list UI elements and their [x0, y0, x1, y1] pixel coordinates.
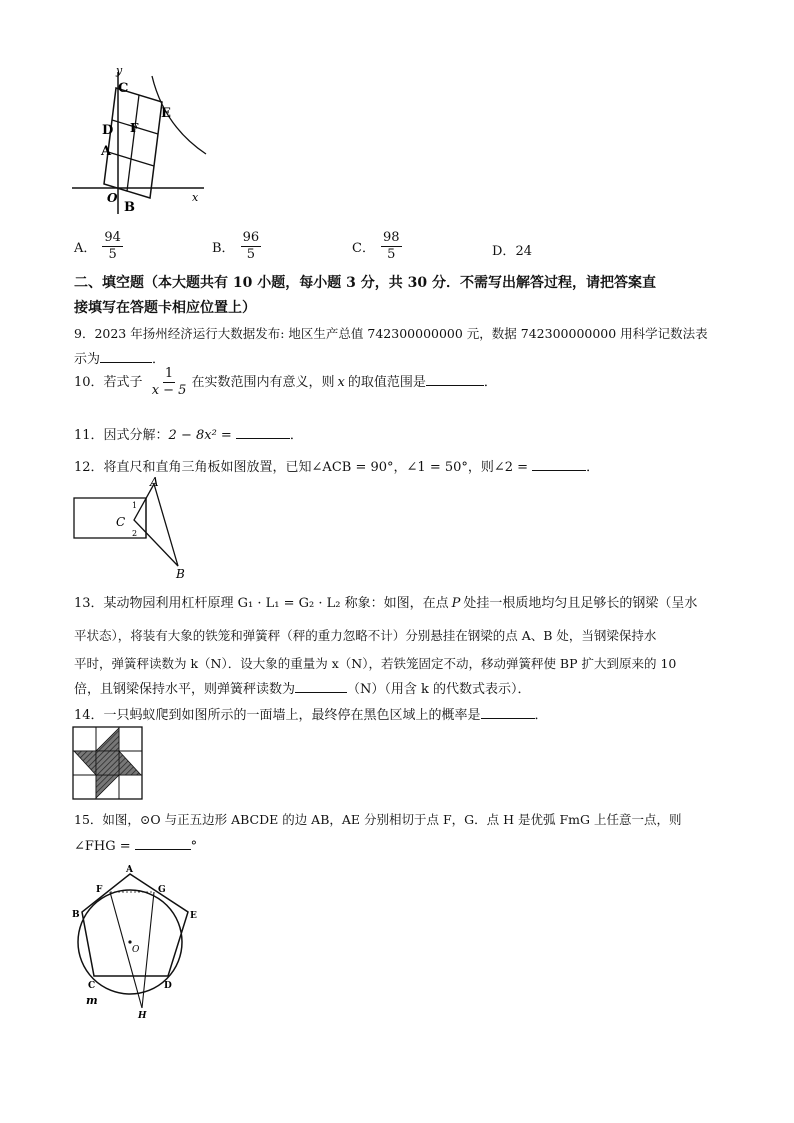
q15-line1: 15．如图，⊙O 与正五边形 ABCDE 的边 AB，AE 分别相切于点 F，G．点 H 是优弧 FmG 上任意一点，则 — [74, 812, 682, 827]
option-b: B． $\frac{96}{5}$ — [212, 230, 260, 262]
label-B: B — [176, 567, 185, 581]
label-m: m — [86, 994, 98, 1007]
label-C: C — [118, 81, 129, 96]
answer-blank[interactable] — [295, 679, 347, 693]
answer-blank[interactable] — [532, 457, 586, 471]
q15-line2: ∠FHG = ° — [74, 836, 197, 854]
label-G: G — [158, 885, 166, 895]
q13-line3: 平时，弹簧秤读数为 k（N）．设大象的重量为 x（N），若铁笼固定不动，移动弹簧秤使 BP 扩大到原来的 10 — [74, 656, 677, 671]
label-1: 1 — [132, 501, 138, 510]
label-O: O — [107, 191, 118, 205]
q14: 14．一只蚂蚁爬到如图所示的一面墙上，最终停在黑色区域上的概率是 ． — [74, 704, 548, 723]
q13-line2: 平状态），将装有大象的铁笼和弹簧秤（秤的重力忽略不计）分别悬挂在钢梁的点 A、B 处，当钢梁保持水 — [74, 628, 657, 643]
q9-line2: 示为 ． — [74, 348, 165, 367]
label-E: E — [161, 106, 171, 121]
answer-blank[interactable] — [100, 349, 152, 363]
q13-line4: 倍，且钢梁保持水平，则弹簧秤读数为 （N）（用含 k 的代数式表示）． — [74, 678, 531, 697]
option-a: A． $\frac{94}{5}$ — [74, 230, 121, 262]
answer-blank[interactable] — [481, 705, 535, 719]
label-A: A — [150, 475, 159, 489]
label-x: x — [192, 191, 199, 204]
answer-blank[interactable] — [236, 425, 290, 439]
label-D: D — [102, 123, 114, 138]
label-F: F — [130, 121, 139, 135]
label-F: F — [96, 885, 103, 895]
q8-figure — [66, 64, 216, 222]
section-heading-line2: 接填写在答题卡相应位置上） — [74, 300, 256, 316]
q11: 11．因式分解：2 − 8x² = ． — [74, 424, 303, 443]
q12-figure — [70, 474, 200, 584]
label-A: A — [126, 865, 133, 875]
q13-line1: 13．某动物园利用杠杆原理 G₁ · L₁ = G₂ · L₂ 称象：如图，在点 P 处挂一根质地均匀且足够长的钢梁（呈水 — [74, 596, 698, 611]
label-A: A — [101, 144, 112, 159]
q14-figure — [72, 726, 144, 802]
label-y: y — [116, 64, 123, 77]
label-C: C — [116, 515, 126, 529]
q10: 10．若式子 $\frac{1}{x - 5}$ 在实数范围内有意义，则 x 的取值范围是 ． — [74, 366, 497, 398]
section-heading-line1: 二、填空题（本大题共有 10 小题，每小题 3 分，共 30 分．不需写出解答过程，请把答案直 — [74, 275, 656, 291]
q15-figure — [68, 862, 208, 1022]
triangle-abc — [134, 484, 178, 566]
answer-blank[interactable] — [135, 836, 191, 850]
label-D: D — [164, 981, 172, 991]
label-2: 2 — [132, 529, 138, 538]
label-B: B — [124, 200, 135, 215]
q12: 12．将直尺和直角三角板如图放置，已知∠ACB = 90°，∠1 = 50°，则∠2 = ． — [74, 456, 599, 475]
q9-line1: 9．2023 年扬州经济运行大数据发布: 地区生产总值 742300000000 元，数据 742300000000 用科学记数法表 — [74, 326, 708, 341]
label-C: C — [88, 981, 96, 991]
option-c: C． $\frac{98}{5}$ — [352, 230, 400, 262]
label-O: O — [132, 945, 140, 955]
answer-blank[interactable] — [426, 372, 484, 386]
option-d: D．24 — [492, 244, 532, 259]
label-H: H — [138, 1011, 147, 1021]
label-E: E — [190, 911, 197, 921]
label-B: B — [72, 910, 80, 920]
black-region — [74, 728, 141, 798]
